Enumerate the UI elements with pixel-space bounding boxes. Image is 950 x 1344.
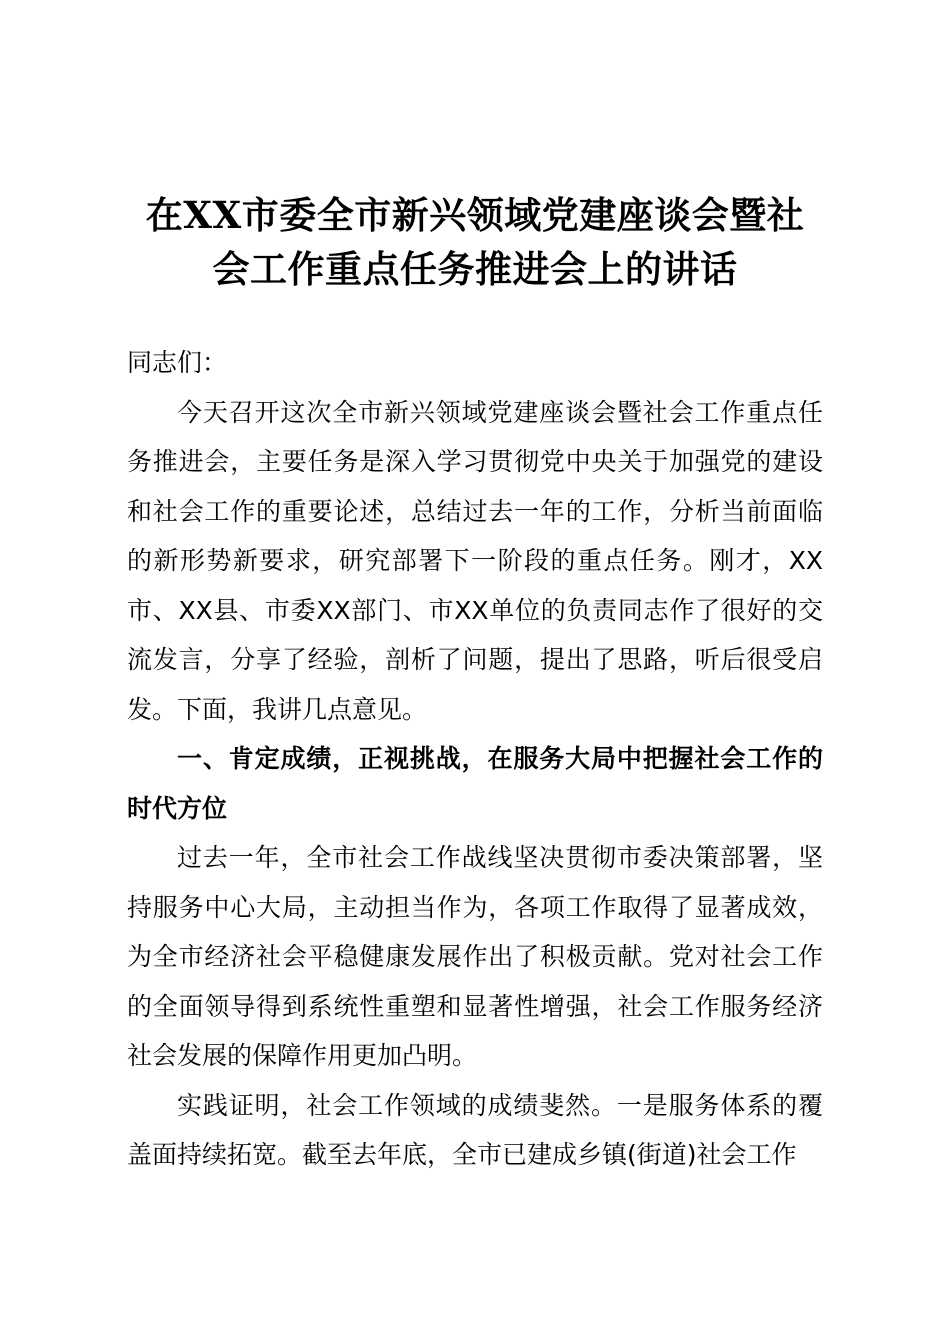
title-line-2: 会工作重点任务推进会上的讲话: [212, 247, 738, 291]
salutation: 同志们：: [127, 348, 228, 377]
document-body: [127, 338, 823, 1180]
paragraph-achievements: 过去一年，全市社会工作战线坚决贯彻市委决策部署，坚持服务中心大局，主动担当作为，各项工作取得了显著成效，为全市经济社会平稳健康发展作出了积极贡献。党对社会工作的全面领导得到系统性重塑和显著性增强，社会工作服务经济社会发展的保障作用更加凸明。: [127, 843, 823, 1070]
document-title: [127, 188, 823, 296]
paragraph-practice: 实践证明，社会工作领域的成绩斐然。一是服务体系的覆盖面持续拓宽。截至去年底，全市已建成乡镇(街道)社会工作: [127, 1090, 823, 1169]
paragraph-intro: 今天召开这次全市新兴领域党建座谈会暨社会工作重点任务推进会，主要任务是深入学习贯彻党中央关于加强党的建设和社会工作的重要论述，总结过去一年的工作，分析当前面临的新形势新要求，研究部署下一阶段的重点任务。刚才，XX市、XX县、市委XX部门、市XX单位的负责同志作了很好的交流发言，分享了经验，剖析了问题，提出了思路，听后很受启发。下面，我讲几点意见。: [127, 397, 823, 724]
section-heading-1: 一、肯定成绩，正视挑战，在服务大局中把握社会工作的时代方位: [127, 744, 823, 823]
title-line-1: 在XX市委全市新兴领域党建座谈会暨社: [145, 193, 805, 237]
